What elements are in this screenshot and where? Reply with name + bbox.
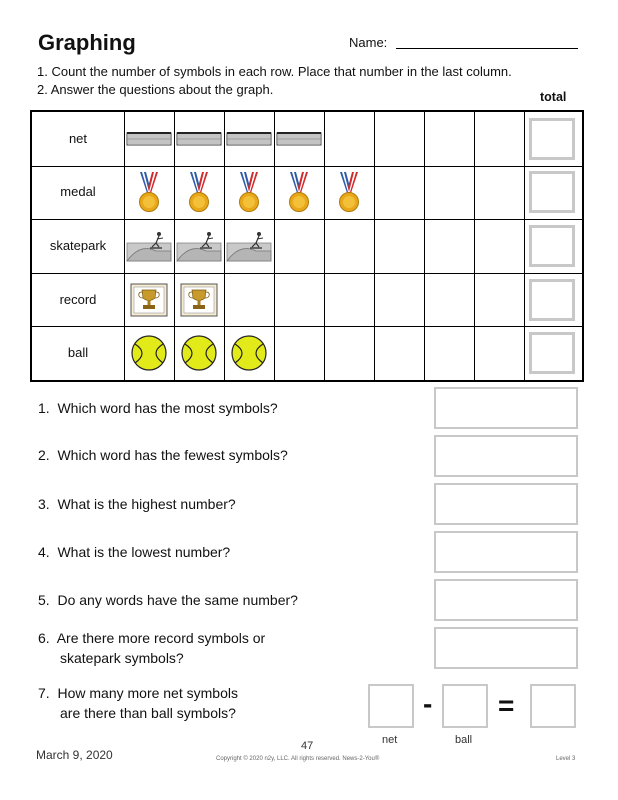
net-icon: [176, 118, 222, 160]
answer-box-3[interactable]: [434, 483, 578, 525]
column-divider: [174, 112, 175, 380]
question-6: 6. Are there more record symbols or skatepark symbols?: [38, 630, 266, 666]
net-label: net: [382, 734, 398, 746]
medal-icon: [126, 171, 172, 213]
column-divider: [424, 112, 425, 380]
net-icon: [226, 118, 272, 160]
question-4: 4. What is the lowest number?: [38, 544, 231, 560]
column-divider: [474, 112, 475, 380]
answer-box-1[interactable]: [434, 387, 578, 429]
net-icon: [276, 118, 322, 160]
answer-box-2[interactable]: [434, 435, 578, 477]
instruction-2: 2. Answer the questions about the graph.: [37, 82, 274, 97]
tennis-ball-icon: [226, 332, 272, 374]
equation-ball-box[interactable]: [442, 684, 488, 728]
tennis-ball-icon: [176, 332, 222, 374]
question-7: 7. How many more net symbols are there than ball symbols?: [38, 685, 238, 721]
question-1: 1. Which word has the most symbols?: [38, 400, 278, 416]
page-number: 47: [301, 740, 314, 752]
trophy-icon: [176, 279, 222, 321]
instruction-1: 1. Count the number of symbols in each row. Place that number in the last column.: [37, 64, 512, 79]
column-divider: [374, 112, 375, 380]
pictograph-table: [30, 110, 584, 382]
row-divider: [32, 273, 582, 274]
total-box-record[interactable]: [529, 279, 575, 321]
medal-icon: [326, 171, 372, 213]
row-divider: [32, 219, 582, 220]
answer-box-4[interactable]: [434, 531, 578, 573]
medal-icon: [276, 171, 322, 213]
equals-sign: =: [498, 690, 515, 721]
row-label-record: record: [59, 291, 97, 307]
row-label-ball: ball: [67, 345, 89, 361]
net-icon: [126, 118, 172, 160]
column-divider: [274, 112, 275, 380]
column-divider: [224, 112, 225, 380]
answer-box-5[interactable]: [434, 579, 578, 621]
total-box-net[interactable]: [529, 118, 575, 160]
total-box-medal[interactable]: [529, 171, 575, 213]
total-box-skatepark[interactable]: [529, 225, 575, 267]
minus-sign: -: [423, 688, 433, 719]
row-label-skatepark: skatepark: [49, 238, 107, 253]
answer-box-6[interactable]: [434, 627, 578, 669]
skatepark-icon: [176, 225, 222, 267]
footer-date: March 9, 2020: [36, 748, 113, 762]
total-box-ball[interactable]: [529, 332, 575, 374]
question-2: 2. Which word has the fewest symbols?: [38, 447, 288, 463]
skatepark-icon: [126, 225, 172, 267]
column-divider: [124, 112, 125, 380]
question-5: 5. Do any words have the same number?: [38, 592, 298, 608]
row-divider: [32, 166, 582, 167]
column-divider: [324, 112, 325, 380]
medal-icon: [176, 171, 222, 213]
question-3: 3. What is the highest number?: [38, 496, 236, 512]
trophy-icon: [126, 279, 172, 321]
page-title: Graphing: [38, 30, 136, 55]
level-label: Level 3: [556, 756, 576, 762]
medal-icon: [226, 171, 272, 213]
equation-net-box[interactable]: [368, 684, 414, 728]
equation-result-box[interactable]: [530, 684, 576, 728]
name-field[interactable]: [396, 48, 578, 49]
name-label: Name:: [349, 35, 388, 50]
tennis-ball-icon: [126, 332, 172, 374]
copyright: Copyright © 2020 n2y, LLC. All rights reserved. News-2-You®: [216, 756, 380, 762]
row-divider: [32, 326, 582, 327]
row-label-medal: medal: [60, 184, 96, 200]
row-label-net: net: [68, 130, 88, 146]
skatepark-icon: [226, 225, 272, 267]
column-divider: [524, 112, 525, 380]
ball-label: ball: [455, 734, 473, 746]
total-column-header: total: [540, 90, 567, 104]
